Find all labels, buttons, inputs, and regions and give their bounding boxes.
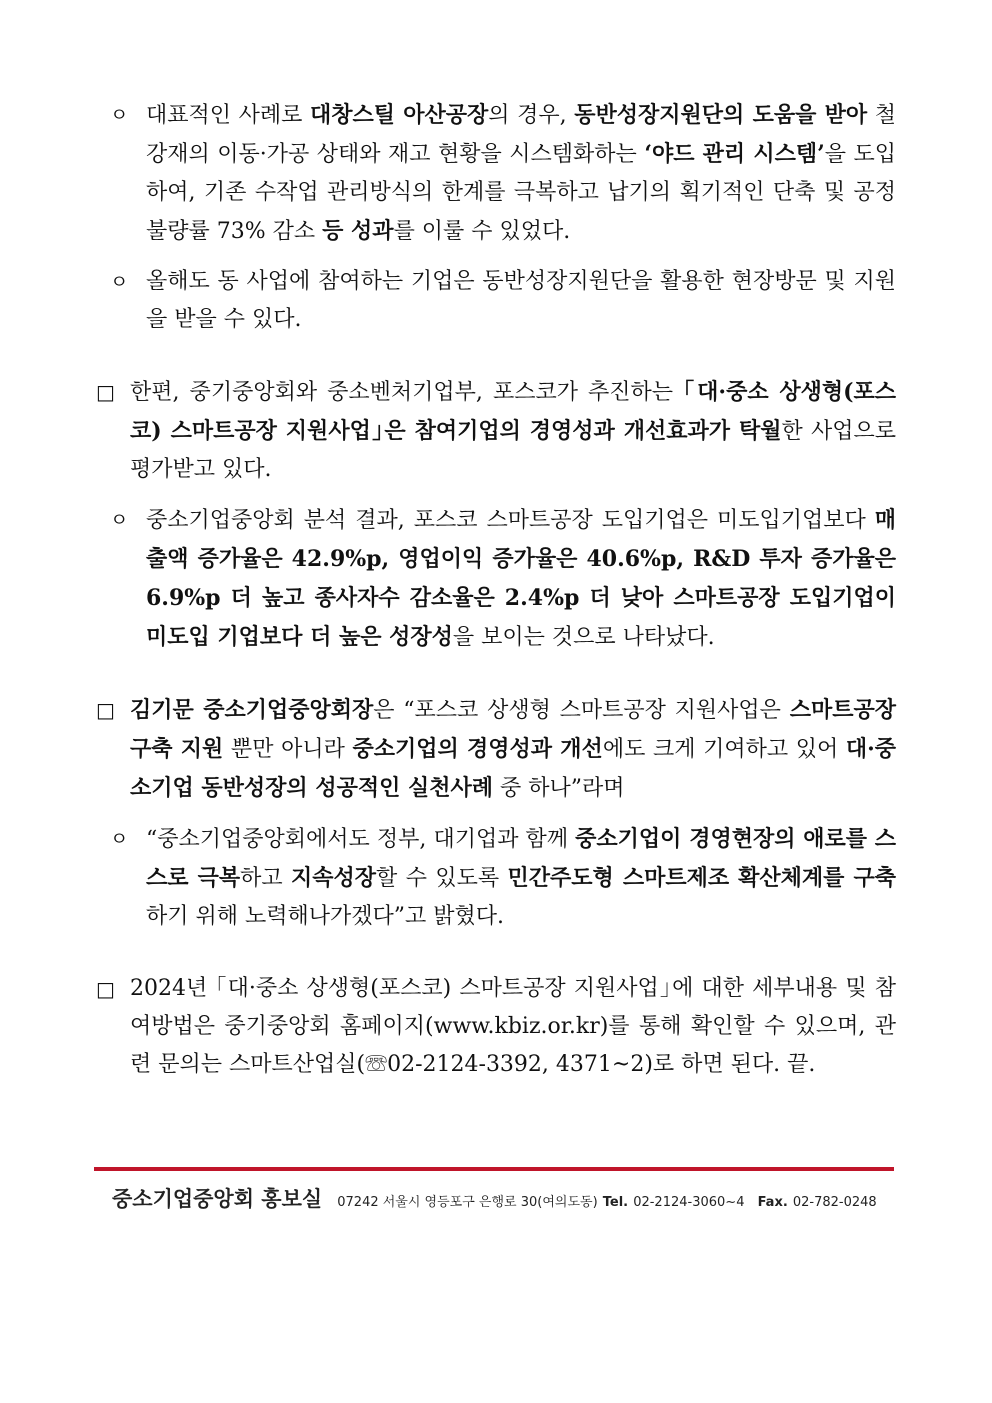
- footer-fax-label: Fax.: [757, 1195, 788, 1210]
- body-text: 할 수 있도록: [376, 866, 508, 891]
- bold-text: 매출액 증가율은 42.9%p, 영업이익 증가율은 40.6%p, R&D 투자 증가율은 6.9%p 더 높고 종사자수 감소율은 2.4%p 더 낮아 스마트공장 도입기업이 미도입 기업보다 더 높은 성장성: [146, 507, 896, 650]
- bold-text: ‘야드 관리 시스템’: [644, 141, 825, 167]
- paragraph-spacer: [96, 808, 896, 820]
- square-bullet-marker: □: [96, 977, 115, 1001]
- body-text: 을 보이는 것으로 나타났다.: [452, 625, 715, 650]
- body-text: 한 사업으로 평가받고 있다.: [130, 419, 896, 482]
- bold-text: 지속성장: [291, 865, 377, 891]
- main-paragraph: [96, 373, 896, 489]
- body-text: 하고: [240, 866, 292, 891]
- body-text: 철강재의 이동·가공 상태와 재고 현황을 시스템화하는: [146, 103, 896, 167]
- body-text: 에도 크게 기여하고 있어: [602, 737, 846, 762]
- bold-text: 김기문 중소기업중앙회장: [130, 697, 374, 723]
- sub-paragraph: [96, 820, 896, 936]
- body-text: 중 하나”라며: [493, 776, 625, 801]
- circle-bullet-marker: ㅇ: [110, 828, 129, 850]
- bold-text: 민간주도형 스마트제조 확산체계를 구축: [507, 865, 897, 891]
- paragraph-spacer: [96, 936, 896, 970]
- bold-text: 등 성과: [322, 218, 394, 244]
- main-paragraph: [96, 691, 896, 808]
- bold-text: ｢대·중소 상생형(포스코) 스마트공장 지원사업｣은 참여기업의 경영성과 개선효과가 탁월: [130, 379, 896, 444]
- paragraph-spacer: [96, 339, 896, 373]
- sub-paragraph: [96, 501, 896, 657]
- bold-text: 동반성장지원단의 도움을 받아: [574, 102, 868, 128]
- bold-text: 중소기업이 경영현장의 애로를 스스로 극복: [146, 826, 896, 891]
- body-text: 을 도입하여, 기존 수작업 관리방식의 한계를 극복하고 납기의 획기적인 단축 및 공정불량률 73% 감소: [146, 142, 897, 244]
- footer-address: 07242 서울시 영등포구 은행로 30(여의도동): [337, 1195, 598, 1210]
- bold-text: 대창스틸 아산공장: [310, 102, 489, 128]
- circle-bullet-marker: ㅇ: [110, 509, 129, 531]
- circle-bullet-marker: ㅇ: [110, 104, 129, 126]
- body-text: 올해도 동 사업에 참여하는 기업은 동반성장지원단을 활용한 현장방문 및 지원을 받을 수 있다.: [146, 269, 896, 332]
- square-bullet-marker: □: [96, 380, 115, 404]
- main-paragraph: [96, 970, 896, 1084]
- footer-fax: 02-782-0248: [792, 1195, 877, 1210]
- footer-organization: 중소기업중앙회 홍보실: [112, 1187, 323, 1211]
- bold-text: 대·중소기업 동반성장의 성공적인 실천사례: [130, 736, 897, 801]
- body-text: 뿐만 아니라: [223, 737, 353, 762]
- bold-text: 중소기업의 경영성과 개선: [352, 736, 603, 762]
- footer-tel-label: Tel.: [602, 1195, 629, 1210]
- body-text: 를 이룰 수 있었다.: [393, 219, 571, 244]
- paragraph-spacer: [96, 489, 896, 501]
- body-text: 의 경우,: [488, 103, 575, 128]
- body-text: 은 “포스코 상생형 스마트공장 지원사업은: [373, 698, 790, 723]
- body-text: 대표적인 사례로: [146, 103, 310, 128]
- square-bullet-marker: □: [96, 698, 115, 722]
- body-text: 하기 위해 노력해나가겠다”고 밝혔다.: [146, 904, 505, 929]
- footer-tel: 02-2124-3060~4: [633, 1195, 745, 1210]
- circle-bullet-marker: ㅇ: [110, 271, 129, 293]
- paragraph-spacer: [96, 657, 896, 691]
- bold-text: 스마트공장 구축 지원: [130, 697, 896, 762]
- body-text: “중소기업중앙회에서도 정부, 대기업과 함께: [146, 827, 576, 852]
- body-text: 중소기업중앙회 분석 결과, 포스코 스마트공장 도입기업은 미도입기업보다: [146, 508, 875, 533]
- press-release-body: [96, 96, 896, 1084]
- sub-paragraph: [96, 96, 896, 251]
- body-text: 2024년 ｢대·중소 상생형(포스코) 스마트공장 지원사업｣에 대한 세부내용 및 참여방법은 중기중앙회 홈페이지(www.kbiz.or.kr)를 통해 확인할 수 있으며, 관련 문의는 스마트산업실(☏02-2124-3392, 4371~2)로 하면 된다. 끝.: [130, 976, 896, 1077]
- footer-divider: [94, 1167, 894, 1171]
- footer: [112, 1183, 892, 1213]
- sub-paragraph: [96, 263, 896, 339]
- paragraph-spacer: [96, 251, 896, 263]
- body-text: 한편, 중기중앙회와 중소벤처기업부, 포스코가 추진하는: [130, 380, 684, 405]
